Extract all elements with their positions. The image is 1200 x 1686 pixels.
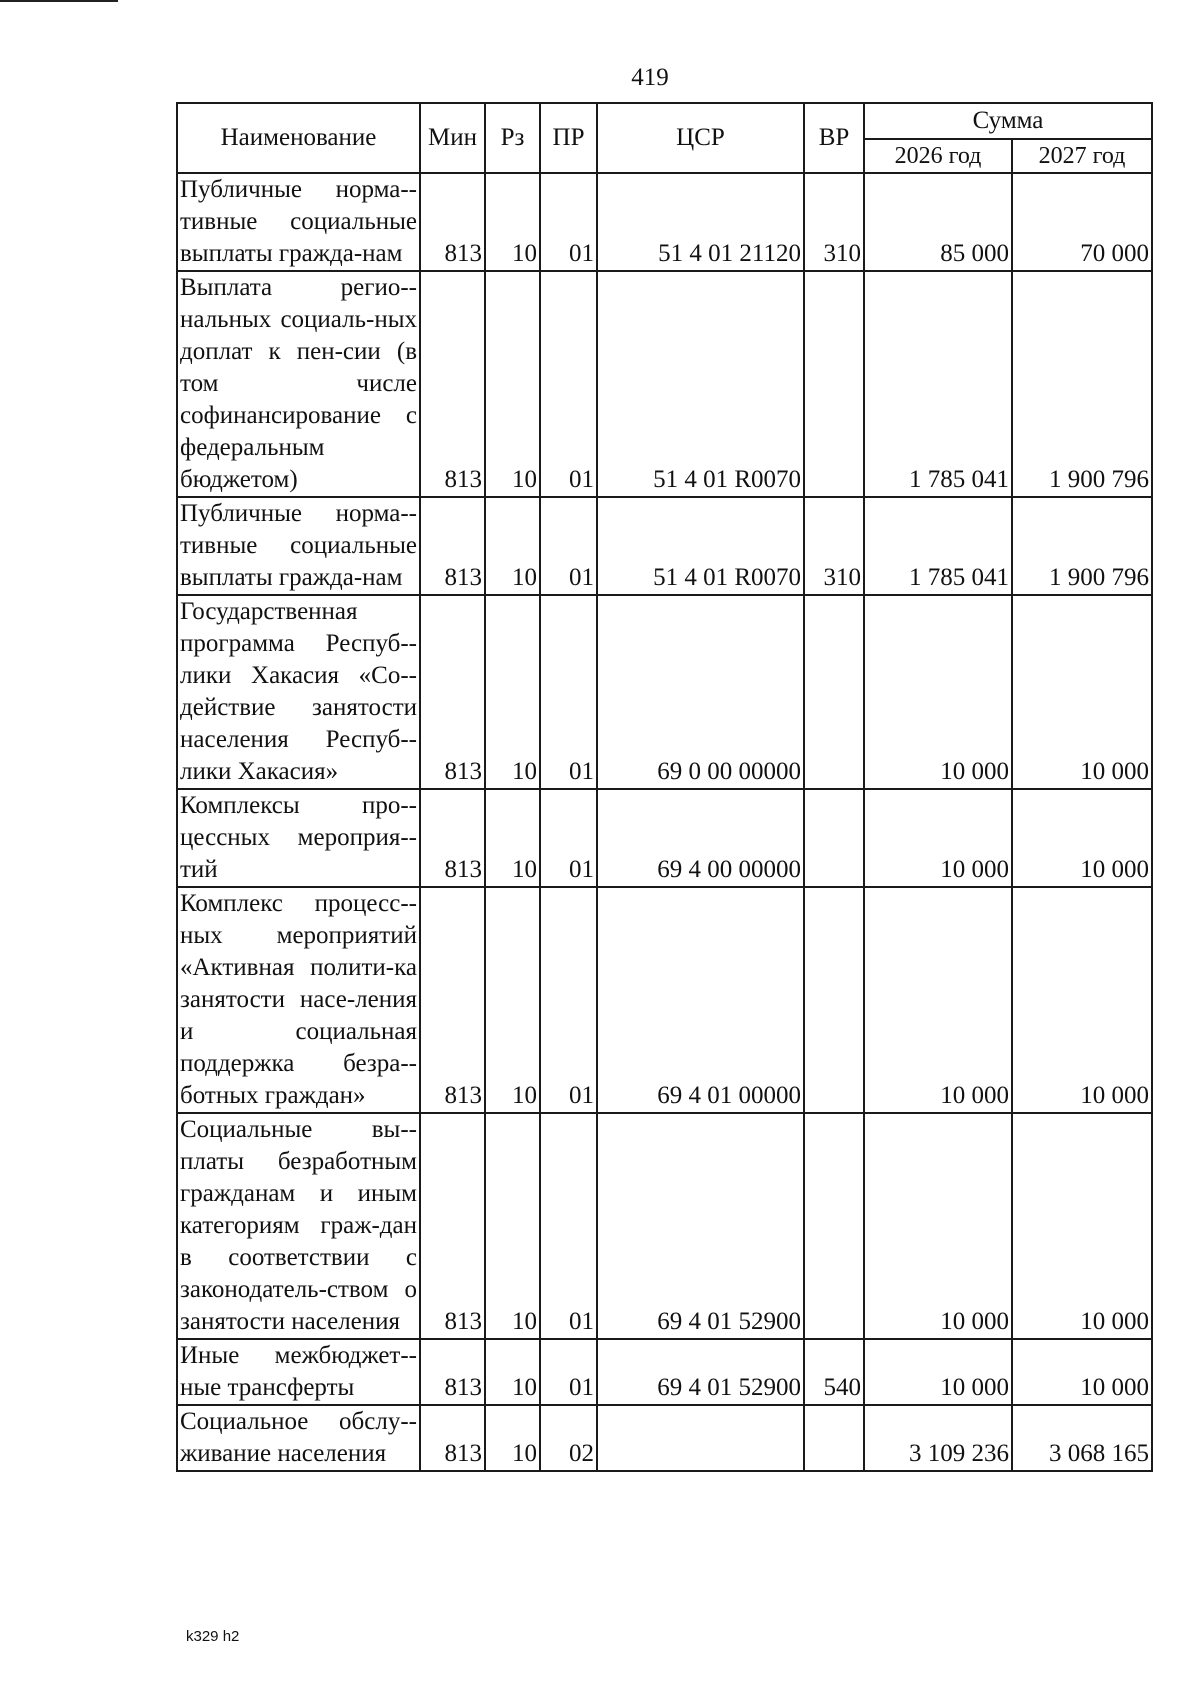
cell-vr xyxy=(804,595,864,789)
cell-name: Комплексы про-цессных мероприя-тий xyxy=(177,789,420,887)
cell-csr: 69 4 01 00000 xyxy=(597,887,804,1113)
cell-csr: 51 4 01 R0070 xyxy=(597,271,804,497)
cell-csr: 69 0 00 00000 xyxy=(597,595,804,789)
table-row xyxy=(177,497,1152,595)
cell-vr: 540 xyxy=(804,1339,864,1405)
header-min: Мин xyxy=(420,103,485,173)
cell-pr: 01 xyxy=(540,789,597,887)
cell-amount-2026: 10 000 xyxy=(864,1339,1012,1405)
cell-amount-2027: 3 068 165 xyxy=(1012,1405,1152,1471)
cell-rz: 10 xyxy=(485,1405,540,1471)
cell-name: Иные межбюджет-ные трансферты xyxy=(177,1339,420,1405)
cell-vr: 310 xyxy=(804,173,864,271)
header-name: Наименование xyxy=(177,103,420,173)
cell-amount-2027: 10 000 xyxy=(1012,1113,1152,1339)
cell-csr: 69 4 01 52900 xyxy=(597,1113,804,1339)
table-body xyxy=(177,173,1152,1471)
cell-amount-2026: 3 109 236 xyxy=(864,1405,1012,1471)
budget-table xyxy=(176,102,1153,1472)
cell-pr: 01 xyxy=(540,1339,597,1405)
table-row xyxy=(177,1339,1152,1405)
table-header xyxy=(177,103,1152,173)
cell-rz: 10 xyxy=(485,887,540,1113)
cell-amount-2026: 10 000 xyxy=(864,1113,1012,1339)
cell-amount-2027: 10 000 xyxy=(1012,789,1152,887)
page-number: 419 xyxy=(631,64,669,91)
cell-amount-2026: 1 785 041 xyxy=(864,271,1012,497)
cell-rz: 10 xyxy=(485,173,540,271)
header-csr: ЦСР xyxy=(597,103,804,173)
cell-name: Публичные норма-тивные социальные выплаты гражда-нам xyxy=(177,173,420,271)
cell-amount-2027: 1 900 796 xyxy=(1012,497,1152,595)
cell-csr: 51 4 01 R0070 xyxy=(597,497,804,595)
footer-code: k329 h2 xyxy=(186,1628,240,1645)
table-row xyxy=(177,1113,1152,1339)
cell-min: 813 xyxy=(420,887,485,1113)
header-sum: Сумма xyxy=(864,103,1152,139)
cell-csr: 69 4 01 52900 xyxy=(597,1339,804,1405)
header-vr: ВР xyxy=(804,103,864,173)
cell-min: 813 xyxy=(420,173,485,271)
cell-csr: 69 4 00 00000 xyxy=(597,789,804,887)
cell-pr: 01 xyxy=(540,497,597,595)
cell-pr: 01 xyxy=(540,1113,597,1339)
header-year-2026: 2026 год xyxy=(864,139,1012,173)
cell-pr: 01 xyxy=(540,595,597,789)
cell-vr: 310 xyxy=(804,497,864,595)
cell-vr xyxy=(804,1405,864,1471)
table-row xyxy=(177,1405,1152,1471)
table-row xyxy=(177,789,1152,887)
table-row xyxy=(177,271,1152,497)
cell-amount-2026: 1 785 041 xyxy=(864,497,1012,595)
top-edge-rule xyxy=(0,0,118,2)
cell-name: Социальное обслу-живание населения xyxy=(177,1405,420,1471)
cell-vr xyxy=(804,1113,864,1339)
cell-amount-2027: 10 000 xyxy=(1012,595,1152,789)
cell-pr: 01 xyxy=(540,887,597,1113)
cell-min: 813 xyxy=(420,271,485,497)
cell-min: 813 xyxy=(420,1405,485,1471)
cell-vr xyxy=(804,271,864,497)
cell-rz: 10 xyxy=(485,595,540,789)
cell-vr xyxy=(804,789,864,887)
cell-rz: 10 xyxy=(485,1339,540,1405)
cell-amount-2026: 85 000 xyxy=(864,173,1012,271)
cell-min: 813 xyxy=(420,1113,485,1339)
cell-amount-2026: 10 000 xyxy=(864,887,1012,1113)
header-year-2027: 2027 год xyxy=(1012,139,1152,173)
cell-name: Выплата регио-нальных социаль-ных доплат к пен-сии (в том числе софинансирование с федеральным бюджетом) xyxy=(177,271,420,497)
cell-min: 813 xyxy=(420,497,485,595)
cell-name: Комплекс процесс-ных мероприятий «Активная полити-ка занятости насе-ления и социальная поддержка безра-ботных граждан» xyxy=(177,887,420,1113)
cell-name: Социальные вы-платы безработным гражданам и иным категориям граж-дан в соответствии с законодатель-ством о занятости населения xyxy=(177,1113,420,1339)
cell-name: Государственная программа Респуб-лики Хакасия «Со-действие занятости населения Респуб-лики Хакасия» xyxy=(177,595,420,789)
cell-rz: 10 xyxy=(485,1113,540,1339)
cell-amount-2027: 10 000 xyxy=(1012,887,1152,1113)
cell-csr xyxy=(597,1405,804,1471)
cell-rz: 10 xyxy=(485,789,540,887)
cell-rz: 10 xyxy=(485,497,540,595)
table-row xyxy=(177,887,1152,1113)
cell-amount-2027: 70 000 xyxy=(1012,173,1152,271)
cell-min: 813 xyxy=(420,789,485,887)
cell-rz: 10 xyxy=(485,271,540,497)
table-row xyxy=(177,173,1152,271)
cell-csr: 51 4 01 21120 xyxy=(597,173,804,271)
cell-name: Публичные норма-тивные социальные выплаты гражда-нам xyxy=(177,497,420,595)
cell-amount-2027: 10 000 xyxy=(1012,1339,1152,1405)
header-rz: Рз xyxy=(485,103,540,173)
cell-pr: 01 xyxy=(540,271,597,497)
cell-amount-2026: 10 000 xyxy=(864,789,1012,887)
cell-min: 813 xyxy=(420,595,485,789)
cell-pr: 02 xyxy=(540,1405,597,1471)
cell-vr xyxy=(804,887,864,1113)
header-pr: ПР xyxy=(540,103,597,173)
cell-amount-2026: 10 000 xyxy=(864,595,1012,789)
cell-pr: 01 xyxy=(540,173,597,271)
cell-amount-2027: 1 900 796 xyxy=(1012,271,1152,497)
cell-min: 813 xyxy=(420,1339,485,1405)
table-row xyxy=(177,595,1152,789)
